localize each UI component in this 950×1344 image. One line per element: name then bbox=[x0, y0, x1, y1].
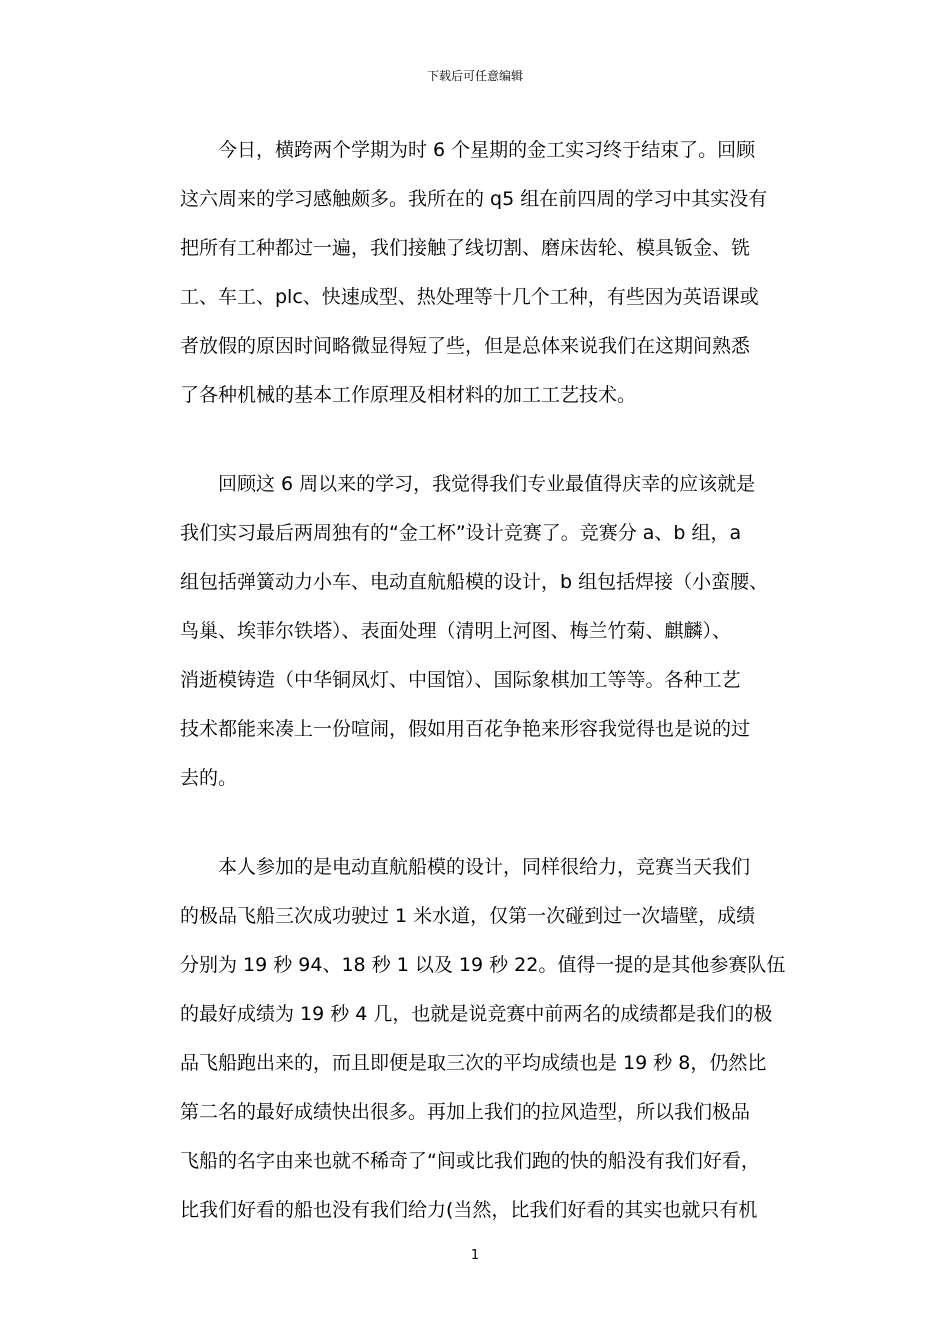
text-line: 工、车工、plc、快速成型、热处理等十几个工种，有些因为英语课或 bbox=[180, 286, 759, 308]
text-line: 的极品飞船三次成功驶过 1 米水道，仅第一次碰到过一次墙壁，成绩 bbox=[180, 905, 756, 927]
text-line: 这六周来的学习感触颇多。我所在的 q5 组在前四周的学习中其实没有 bbox=[180, 188, 768, 210]
text-line: 分别为 19 秒 94、18 秒 1 以及 19 秒 22。值得一提的是其他参赛队伍 bbox=[180, 954, 786, 976]
text-line: 消逝模铸造（中华铜凤灯、中国馆）、国际象棋加工等等。各种工艺 bbox=[180, 669, 741, 691]
text-line: 本人参加的是电动直航船模的设计，同样很给力，竞赛当天我们 bbox=[218, 856, 751, 878]
text-line: 回顾这 6 周以来的学习，我觉得我们专业最值得庆幸的应该就是 bbox=[218, 473, 756, 495]
text-line: 的最好成绩为 19 秒 4 几，也就是说竞赛中前两名的成绩都是我们的极 bbox=[180, 1003, 773, 1025]
text-line: 了各种机械的基本工作原理及相材料的加工工艺技术。 bbox=[180, 384, 637, 406]
text-line: 第二名的最好成绩快出很多。再加上我们的拉风造型，所以我们极品 bbox=[180, 1101, 751, 1123]
page-number: 1 bbox=[470, 1248, 480, 1263]
text-line: 品飞船跑出来的，而且即便是取三次的平均成绩也是 19 秒 8，仍然比 bbox=[180, 1052, 767, 1074]
text-line: 我们实习最后两周独有的“金工杯”设计竞赛了。竞赛分 a、b 组，a bbox=[180, 522, 742, 544]
page-header: 下载后可任意编辑 bbox=[426, 69, 523, 83]
text-line: 去的。 bbox=[180, 767, 238, 789]
text-line: 把所有工种都过一遍，我们接触了线切割、磨床齿轮、模具钣金、铣 bbox=[180, 237, 751, 259]
text-line: 今日，横跨两个学期为时 6 个星期的金工实习终于结束了。回顾 bbox=[218, 139, 756, 161]
text-line: 鸟巢、埃菲尔铁塔）、表面处理（清明上河图、梅兰竹菊、麒麟）、 bbox=[180, 620, 732, 642]
document-body bbox=[180, 126, 786, 1275]
text-line: 组包括弹簧动力小车、电动直航船模的设计，b 组包括焊接（小蛮腰、 bbox=[180, 571, 769, 593]
paragraph-2 bbox=[180, 460, 770, 803]
paragraph-3 bbox=[180, 843, 786, 1235]
text-line: 飞船的名字由来也就不稀奇了“间或比我们跑的快的船没有我们好看， bbox=[180, 1150, 760, 1172]
text-line: 者放假的原因时间略微显得短了些，但是总体来说我们在这期间熟悉 bbox=[180, 335, 751, 357]
paragraph-1 bbox=[180, 126, 770, 420]
text-line: 技术都能来凑上一份喧闹，假如用百花争艳来形容我觉得也是说的过 bbox=[180, 718, 751, 740]
text-line: 比我们好看的船也没有我们给力(当然，比我们好看的其实也就只有机 bbox=[180, 1199, 758, 1221]
